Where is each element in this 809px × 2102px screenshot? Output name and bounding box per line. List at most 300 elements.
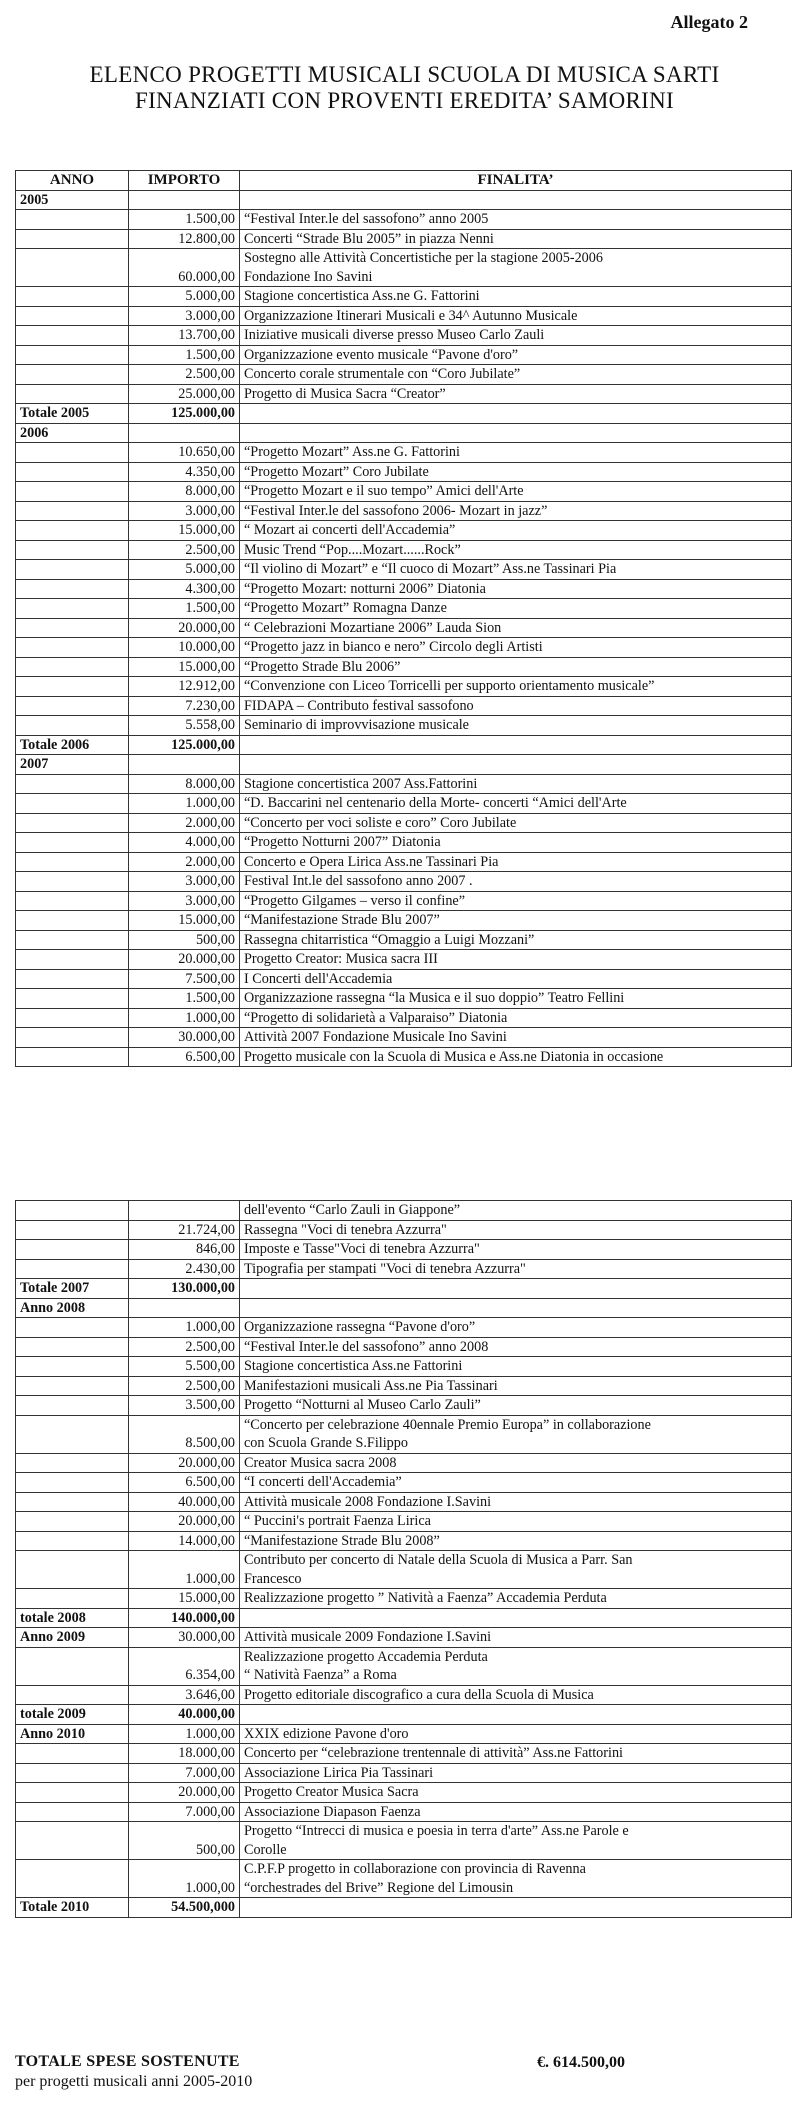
project-amount: 846,00 bbox=[129, 1240, 240, 1260]
project-purpose: Organizzazione rassegna “la Musica e il suo doppio” Teatro Fellini bbox=[240, 989, 792, 1009]
project-row bbox=[16, 1473, 792, 1493]
header-importo: IMPORTO bbox=[129, 171, 240, 191]
empty-cell bbox=[16, 911, 129, 931]
project-row bbox=[16, 1492, 792, 1512]
project-row bbox=[16, 1240, 792, 1260]
project-purpose: Rassegna "Voci di tenebra Azzurra" bbox=[240, 1220, 792, 1240]
project-row bbox=[16, 852, 792, 872]
empty-cell bbox=[16, 1551, 129, 1589]
project-row bbox=[16, 1744, 792, 1764]
project-purpose: “Concerto per celebrazione 40ennale Premio Europa” in collaborazione con Scuola Grande S.Filippo bbox=[240, 1415, 792, 1453]
project-amount: 5.558,00 bbox=[129, 716, 240, 736]
empty-cell bbox=[16, 249, 129, 287]
empty-cell bbox=[16, 833, 129, 853]
empty-cell bbox=[16, 1201, 129, 1221]
project-row bbox=[16, 1860, 792, 1898]
empty-cell bbox=[16, 1589, 129, 1609]
project-row bbox=[16, 950, 792, 970]
project-purpose: “Progetto Mozart: notturni 2006” Diatonia bbox=[240, 579, 792, 599]
project-amount: 1.500,00 bbox=[129, 989, 240, 1009]
year-total-row bbox=[16, 404, 792, 424]
empty-cell bbox=[16, 1802, 129, 1822]
empty-cell bbox=[16, 696, 129, 716]
project-purpose: Stagione concertistica 2007 Ass.Fattorini bbox=[240, 774, 792, 794]
project-purpose: XXIX edizione Pavone d'oro bbox=[240, 1724, 792, 1744]
project-purpose: “ Puccini's portrait Faenza Lirica bbox=[240, 1512, 792, 1532]
empty-cell bbox=[16, 852, 129, 872]
project-row bbox=[16, 345, 792, 365]
project-row bbox=[16, 872, 792, 892]
empty-cell bbox=[16, 521, 129, 541]
project-amount: 25.000,00 bbox=[129, 384, 240, 404]
empty-cell bbox=[16, 1240, 129, 1260]
empty-cell bbox=[16, 1008, 129, 1028]
project-amount: 15.000,00 bbox=[129, 1589, 240, 1609]
project-purpose: Associazione Diapason Faenza bbox=[240, 1802, 792, 1822]
project-row bbox=[16, 482, 792, 502]
empty-cell bbox=[16, 540, 129, 560]
project-amount: 1.000,00 bbox=[129, 794, 240, 814]
project-purpose: Progetto Creator: Musica sacra III bbox=[240, 950, 792, 970]
project-row bbox=[16, 1685, 792, 1705]
project-purpose: Seminario di improvvisazione musicale bbox=[240, 716, 792, 736]
project-purpose: Attività musicale 2009 Fondazione I.Savini bbox=[240, 1628, 792, 1648]
empty-cell bbox=[16, 1259, 129, 1279]
project-amount: 4.000,00 bbox=[129, 833, 240, 853]
project-purpose: Tipografia per stampati "Voci di tenebra Azzurra" bbox=[240, 1259, 792, 1279]
project-purpose: “Il violino di Mozart” e “Il cuoco di Mozart” Ass.ne Tassinari Pia bbox=[240, 560, 792, 580]
empty-cell bbox=[16, 1531, 129, 1551]
project-purpose: Festival Int.le del sassofono anno 2007 . bbox=[240, 872, 792, 892]
project-purpose: dell'evento “Carlo Zauli in Giappone” bbox=[240, 1201, 792, 1221]
empty-cell bbox=[16, 1763, 129, 1783]
empty-cell bbox=[16, 287, 129, 307]
project-purpose: Realizzazione progetto Accademia Perduta “ Natività Faenza” a Roma bbox=[240, 1647, 792, 1685]
project-purpose: Music Trend “Pop....Mozart......Rock” bbox=[240, 540, 792, 560]
project-purpose: Concerti “Strade Blu 2005” in piazza Nenni bbox=[240, 229, 792, 249]
project-amount: 20.000,00 bbox=[129, 618, 240, 638]
project-purpose: “Festival Inter.le del sassofono 2006- Mozart in jazz” bbox=[240, 501, 792, 521]
project-row bbox=[16, 287, 792, 307]
project-row bbox=[16, 579, 792, 599]
project-purpose: “Progetto Mozart” Coro Jubilate bbox=[240, 462, 792, 482]
grand-total-label: TOTALE SPESE SOSTENUTE bbox=[15, 2053, 240, 2070]
project-row bbox=[16, 1589, 792, 1609]
grand-total-value: €. 614.500,00 bbox=[537, 2054, 625, 2071]
project-row bbox=[16, 1647, 792, 1685]
empty-cell bbox=[16, 1473, 129, 1493]
project-row bbox=[16, 1724, 792, 1744]
empty-cell bbox=[16, 950, 129, 970]
project-amount: 6.500,00 bbox=[129, 1047, 240, 1067]
project-purpose: “Manifestazione Strade Blu 2007” bbox=[240, 911, 792, 931]
project-amount: 1.000,00 bbox=[129, 1008, 240, 1028]
project-amount: 1.000,00 bbox=[129, 1724, 240, 1744]
empty-cell bbox=[16, 1744, 129, 1764]
project-row bbox=[16, 911, 792, 931]
empty-cell bbox=[16, 891, 129, 911]
empty-cell bbox=[240, 755, 792, 775]
project-amount: 1.500,00 bbox=[129, 345, 240, 365]
project-row bbox=[16, 638, 792, 658]
project-purpose: I Concerti dell'Accademia bbox=[240, 969, 792, 989]
project-amount: 7.500,00 bbox=[129, 969, 240, 989]
project-row bbox=[16, 618, 792, 638]
project-row bbox=[16, 599, 792, 619]
year-total-amount: 54.500,000 bbox=[129, 1898, 240, 1918]
project-amount: 60.000,00 bbox=[129, 249, 240, 287]
empty-cell bbox=[16, 482, 129, 502]
empty-cell bbox=[16, 989, 129, 1009]
project-purpose: Manifestazioni musicali Ass.ne Pia Tassinari bbox=[240, 1376, 792, 1396]
empty-cell bbox=[16, 1783, 129, 1803]
project-amount: 5.000,00 bbox=[129, 560, 240, 580]
year-total-amount: 125.000,00 bbox=[129, 735, 240, 755]
grand-total-sublabel: per progetti musicali anni 2005-2010 bbox=[15, 2073, 253, 2090]
empty-cell bbox=[16, 1822, 129, 1860]
project-purpose: Imposte e Tasse"Voci di tenebra Azzurra" bbox=[240, 1240, 792, 1260]
project-row bbox=[16, 306, 792, 326]
project-row bbox=[16, 677, 792, 697]
project-amount: 500,00 bbox=[129, 1822, 240, 1860]
empty-cell bbox=[240, 1898, 792, 1918]
project-amount: 1.000,00 bbox=[129, 1551, 240, 1589]
project-amount: 20.000,00 bbox=[129, 950, 240, 970]
project-purpose: “D. Baccarini nel centenario della Morte- concerti “Amici dell'Arte bbox=[240, 794, 792, 814]
project-row bbox=[16, 1531, 792, 1551]
project-row bbox=[16, 813, 792, 833]
project-amount: 20.000,00 bbox=[129, 1512, 240, 1532]
project-purpose: “Progetto Notturni 2007” Diatonia bbox=[240, 833, 792, 853]
empty-cell bbox=[240, 190, 792, 210]
project-amount: 15.000,00 bbox=[129, 657, 240, 677]
year-total-row bbox=[16, 1608, 792, 1628]
project-row bbox=[16, 384, 792, 404]
year-total-amount: 140.000,00 bbox=[129, 1608, 240, 1628]
year-total-row bbox=[16, 1898, 792, 1918]
project-purpose: Sostegno alle Attività Concertistiche per la stagione 2005-2006 Fondazione Ino Savini bbox=[240, 249, 792, 287]
project-row bbox=[16, 1396, 792, 1416]
project-purpose: Progetto editoriale discografico a cura della Scuola di Musica bbox=[240, 1685, 792, 1705]
title-line-2: FINANZIATI CON PROVENTI EREDITA’ SAMORINI bbox=[135, 88, 674, 113]
project-row bbox=[16, 1783, 792, 1803]
project-amount: 3.500,00 bbox=[129, 1396, 240, 1416]
project-purpose: “ Mozart ai concerti dell'Accademia” bbox=[240, 521, 792, 541]
year-total-row bbox=[16, 1705, 792, 1725]
project-row bbox=[16, 969, 792, 989]
project-amount: 12.800,00 bbox=[129, 229, 240, 249]
year-heading: 2005 bbox=[16, 190, 129, 210]
empty-cell bbox=[129, 423, 240, 443]
empty-cell bbox=[16, 384, 129, 404]
project-row bbox=[16, 657, 792, 677]
project-purpose: Rassegna chitarristica “Omaggio a Luigi Mozzani” bbox=[240, 930, 792, 950]
header-anno: ANNO bbox=[16, 171, 129, 191]
project-purpose: “Progetto jazz in bianco e nero” Circolo degli Artisti bbox=[240, 638, 792, 658]
project-amount: 8.000,00 bbox=[129, 774, 240, 794]
year-heading: 2007 bbox=[16, 755, 129, 775]
project-amount bbox=[129, 1201, 240, 1221]
year-heading-row bbox=[16, 755, 792, 775]
empty-cell bbox=[16, 326, 129, 346]
project-amount: 8.500,00 bbox=[129, 1415, 240, 1453]
project-row bbox=[16, 1008, 792, 1028]
project-amount: 3.000,00 bbox=[129, 891, 240, 911]
project-purpose: Progetto musicale con la Scuola di Musica e Ass.ne Diatonia in occasione bbox=[240, 1047, 792, 1067]
project-amount: 4.350,00 bbox=[129, 462, 240, 482]
project-row bbox=[16, 696, 792, 716]
project-purpose: C.P.F.P progetto in collaborazione con provincia di Ravenna “orchestrades del Brive” Regione del Limousin bbox=[240, 1860, 792, 1898]
project-row bbox=[16, 1259, 792, 1279]
empty-cell bbox=[16, 969, 129, 989]
year-total-label: Totale 2005 bbox=[16, 404, 129, 424]
project-row bbox=[16, 1763, 792, 1783]
project-purpose: Associazione Lirica Pia Tassinari bbox=[240, 1763, 792, 1783]
project-amount: 4.300,00 bbox=[129, 579, 240, 599]
empty-cell bbox=[16, 443, 129, 463]
project-row bbox=[16, 501, 792, 521]
empty-cell bbox=[16, 1860, 129, 1898]
empty-cell bbox=[16, 1318, 129, 1338]
empty-cell bbox=[240, 1298, 792, 1318]
empty-cell bbox=[240, 1608, 792, 1628]
empty-cell bbox=[16, 1647, 129, 1685]
project-purpose: Progetto di Musica Sacra “Creator” bbox=[240, 384, 792, 404]
project-purpose: Realizzazione progetto ” Natività a Faenza” Accademia Perduta bbox=[240, 1589, 792, 1609]
year-heading-row bbox=[16, 1298, 792, 1318]
project-amount: 7.230,00 bbox=[129, 696, 240, 716]
project-amount: 7.000,00 bbox=[129, 1802, 240, 1822]
project-row bbox=[16, 560, 792, 580]
project-row bbox=[16, 462, 792, 482]
year-heading: Anno 2010 bbox=[16, 1724, 129, 1744]
project-amount: 8.000,00 bbox=[129, 482, 240, 502]
project-purpose: Concerto e Opera Lirica Ass.ne Tassinari Pia bbox=[240, 852, 792, 872]
year-total-label: totale 2009 bbox=[16, 1705, 129, 1725]
project-row bbox=[16, 210, 792, 230]
empty-cell bbox=[16, 229, 129, 249]
project-row bbox=[16, 1551, 792, 1589]
project-row bbox=[16, 365, 792, 385]
project-amount: 7.000,00 bbox=[129, 1763, 240, 1783]
project-amount: 500,00 bbox=[129, 930, 240, 950]
project-row bbox=[16, 249, 792, 287]
project-purpose: “Convenzione con Liceo Torricelli per supporto orientamento musicale” bbox=[240, 677, 792, 697]
year-total-label: Totale 2006 bbox=[16, 735, 129, 755]
document-title bbox=[0, 62, 809, 114]
project-row bbox=[16, 521, 792, 541]
project-amount: 21.724,00 bbox=[129, 1220, 240, 1240]
project-purpose: “Progetto di solidarietà a Valparaiso” Diatonia bbox=[240, 1008, 792, 1028]
empty-cell bbox=[16, 872, 129, 892]
project-purpose: Attività 2007 Fondazione Musicale Ino Savini bbox=[240, 1028, 792, 1048]
empty-cell bbox=[129, 755, 240, 775]
project-row bbox=[16, 443, 792, 463]
project-amount: 30.000,00 bbox=[129, 1028, 240, 1048]
project-purpose: “Progetto Gilgames – verso il confine” bbox=[240, 891, 792, 911]
project-purpose: Concerto corale strumentale con “Coro Jubilate” bbox=[240, 365, 792, 385]
annex-label: Allegato 2 bbox=[670, 12, 748, 32]
empty-cell bbox=[16, 1512, 129, 1532]
project-amount: 1.500,00 bbox=[129, 210, 240, 230]
empty-cell bbox=[240, 1279, 792, 1299]
year-total-row bbox=[16, 1279, 792, 1299]
project-amount: 15.000,00 bbox=[129, 911, 240, 931]
empty-cell bbox=[16, 638, 129, 658]
project-amount: 1.000,00 bbox=[129, 1318, 240, 1338]
project-amount: 10.650,00 bbox=[129, 443, 240, 463]
empty-cell bbox=[16, 1453, 129, 1473]
project-purpose: Stagione concertistica Ass.ne G. Fattorini bbox=[240, 287, 792, 307]
empty-cell bbox=[16, 794, 129, 814]
project-purpose: “Manifestazione Strade Blu 2008” bbox=[240, 1531, 792, 1551]
year-total-label: Totale 2010 bbox=[16, 1898, 129, 1918]
empty-cell bbox=[16, 345, 129, 365]
project-amount: 2.500,00 bbox=[129, 365, 240, 385]
projects-table-2007-2010 bbox=[15, 1200, 792, 1918]
project-amount: 3.000,00 bbox=[129, 872, 240, 892]
year-heading-row bbox=[16, 190, 792, 210]
projects-table-2005-2007 bbox=[15, 170, 792, 1067]
project-row bbox=[16, 1415, 792, 1453]
table-header-row bbox=[16, 171, 792, 191]
project-purpose: Contributo per concerto di Natale della Scuola di Musica a Parr. San Francesco bbox=[240, 1551, 792, 1589]
empty-cell bbox=[16, 599, 129, 619]
empty-cell bbox=[16, 1220, 129, 1240]
project-purpose: “Concerto per voci soliste e coro” Coro Jubilate bbox=[240, 813, 792, 833]
project-amount: 40.000,00 bbox=[129, 1492, 240, 1512]
project-row bbox=[16, 1453, 792, 1473]
project-purpose: Progetto “Notturni al Museo Carlo Zauli” bbox=[240, 1396, 792, 1416]
project-amount: 15.000,00 bbox=[129, 521, 240, 541]
project-row bbox=[16, 1376, 792, 1396]
project-purpose: Progetto Creator Musica Sacra bbox=[240, 1783, 792, 1803]
project-amount: 2.000,00 bbox=[129, 813, 240, 833]
project-amount: 13.700,00 bbox=[129, 326, 240, 346]
project-row bbox=[16, 989, 792, 1009]
project-amount: 3.000,00 bbox=[129, 501, 240, 521]
project-purpose: “I concerti dell'Accademia” bbox=[240, 1473, 792, 1493]
empty-cell bbox=[16, 813, 129, 833]
project-amount: 5.000,00 bbox=[129, 287, 240, 307]
project-amount: 1.500,00 bbox=[129, 599, 240, 619]
year-heading: 2006 bbox=[16, 423, 129, 443]
project-row bbox=[16, 326, 792, 346]
project-row bbox=[16, 1628, 792, 1648]
year-heading-row bbox=[16, 423, 792, 443]
project-row bbox=[16, 930, 792, 950]
project-row bbox=[16, 1822, 792, 1860]
empty-cell bbox=[16, 560, 129, 580]
project-purpose: Attività musicale 2008 Fondazione I.Savini bbox=[240, 1492, 792, 1512]
empty-cell bbox=[16, 462, 129, 482]
project-amount: 6.500,00 bbox=[129, 1473, 240, 1493]
project-amount: 12.912,00 bbox=[129, 677, 240, 697]
project-purpose: “Progetto Mozart” Romagna Danze bbox=[240, 599, 792, 619]
year-heading: Anno 2009 bbox=[16, 1628, 129, 1648]
project-row bbox=[16, 1220, 792, 1240]
empty-cell bbox=[16, 1047, 129, 1067]
project-row bbox=[16, 774, 792, 794]
empty-cell bbox=[129, 1298, 240, 1318]
empty-cell bbox=[16, 1337, 129, 1357]
project-row bbox=[16, 833, 792, 853]
year-total-label: Totale 2007 bbox=[16, 1279, 129, 1299]
project-purpose: “ Celebrazioni Mozartiane 2006” Lauda Sion bbox=[240, 618, 792, 638]
empty-cell bbox=[16, 1492, 129, 1512]
empty-cell bbox=[16, 618, 129, 638]
project-amount: 20.000,00 bbox=[129, 1783, 240, 1803]
project-row bbox=[16, 229, 792, 249]
project-row bbox=[16, 1318, 792, 1338]
project-amount: 2.500,00 bbox=[129, 540, 240, 560]
empty-cell bbox=[16, 501, 129, 521]
project-amount: 3.646,00 bbox=[129, 1685, 240, 1705]
project-row bbox=[16, 1028, 792, 1048]
empty-cell bbox=[129, 190, 240, 210]
project-purpose: Progetto “Intrecci di musica e poesia in terra d'arte” Ass.ne Parole e Corolle bbox=[240, 1822, 792, 1860]
project-purpose: “Festival Inter.le del sassofono” anno 2005 bbox=[240, 210, 792, 230]
empty-cell bbox=[240, 1705, 792, 1725]
empty-cell bbox=[240, 423, 792, 443]
year-total-label: totale 2008 bbox=[16, 1608, 129, 1628]
project-amount: 20.000,00 bbox=[129, 1453, 240, 1473]
empty-cell bbox=[16, 306, 129, 326]
empty-cell bbox=[16, 1376, 129, 1396]
empty-cell bbox=[16, 1685, 129, 1705]
project-amount: 2.000,00 bbox=[129, 852, 240, 872]
project-amount: 2.500,00 bbox=[129, 1376, 240, 1396]
project-purpose: Concerto per “celebrazione trentennale di attività” Ass.ne Fattorini bbox=[240, 1744, 792, 1764]
project-amount: 2.430,00 bbox=[129, 1259, 240, 1279]
project-purpose: “Progetto Strade Blu 2006” bbox=[240, 657, 792, 677]
empty-cell bbox=[16, 774, 129, 794]
empty-cell bbox=[16, 365, 129, 385]
project-row bbox=[16, 1512, 792, 1532]
project-row bbox=[16, 794, 792, 814]
project-purpose: “Progetto Mozart e il suo tempo” Amici dell'Arte bbox=[240, 482, 792, 502]
project-purpose: Organizzazione evento musicale “Pavone d'oro” bbox=[240, 345, 792, 365]
year-total-amount: 40.000,00 bbox=[129, 1705, 240, 1725]
project-amount: 10.000,00 bbox=[129, 638, 240, 658]
project-purpose: Creator Musica sacra 2008 bbox=[240, 1453, 792, 1473]
project-amount: 6.354,00 bbox=[129, 1647, 240, 1685]
empty-cell bbox=[16, 657, 129, 677]
project-purpose: Organizzazione Itinerari Musicali e 34^ Autunno Musicale bbox=[240, 306, 792, 326]
project-purpose: Organizzazione rassegna “Pavone d'oro” bbox=[240, 1318, 792, 1338]
project-amount: 30.000,00 bbox=[129, 1628, 240, 1648]
empty-cell bbox=[16, 210, 129, 230]
empty-cell bbox=[16, 677, 129, 697]
project-row bbox=[16, 1357, 792, 1377]
empty-cell bbox=[16, 579, 129, 599]
project-amount: 18.000,00 bbox=[129, 1744, 240, 1764]
year-total-amount: 130.000,00 bbox=[129, 1279, 240, 1299]
empty-cell bbox=[16, 1357, 129, 1377]
empty-cell bbox=[16, 930, 129, 950]
project-row bbox=[16, 1047, 792, 1067]
project-purpose: FIDAPA – Contributo festival sassofono bbox=[240, 696, 792, 716]
header-finalita: FINALITA’ bbox=[240, 171, 792, 191]
empty-cell bbox=[16, 716, 129, 736]
project-purpose: Stagione concertistica Ass.ne Fattorini bbox=[240, 1357, 792, 1377]
title-line-1: ELENCO PROGETTI MUSICALI SCUOLA DI MUSICA SARTI bbox=[89, 62, 720, 87]
project-row bbox=[16, 1337, 792, 1357]
project-amount: 14.000,00 bbox=[129, 1531, 240, 1551]
empty-cell bbox=[16, 1028, 129, 1048]
project-row bbox=[16, 716, 792, 736]
project-purpose: “Progetto Mozart” Ass.ne G. Fattorini bbox=[240, 443, 792, 463]
